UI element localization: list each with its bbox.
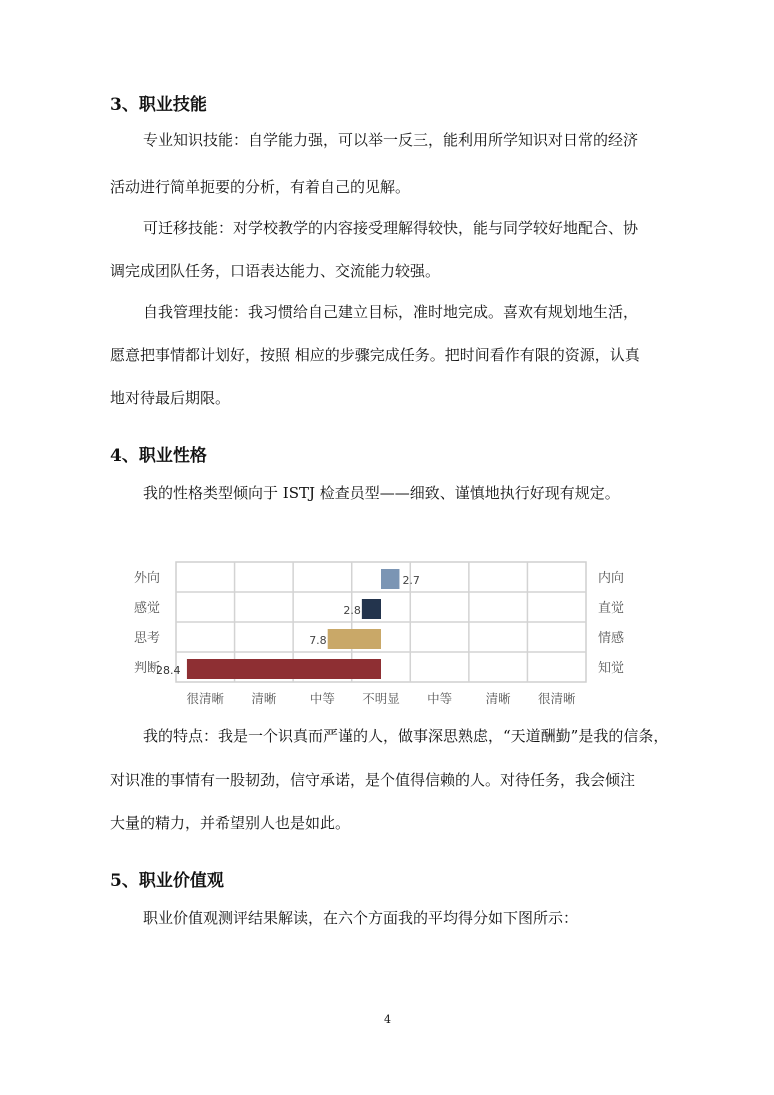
bar-value-label: 7.8	[309, 634, 327, 647]
bar	[362, 599, 381, 619]
paragraph-line: 调完成团队任务，口语表达能力、交流能力较强。	[110, 262, 441, 280]
section-heading-values: 5、职业价值观	[110, 871, 224, 891]
category-label-left: 判断	[134, 661, 161, 676]
x-tick-label: 很清晰	[186, 691, 225, 706]
paragraph-line: 大量的精力，并希望别人也是如此。	[110, 814, 351, 832]
page-number: 4	[384, 1013, 391, 1026]
category-label-right: 内向	[598, 571, 625, 586]
bar-value-label: 28.4	[156, 664, 181, 677]
paragraph-line: 对识准的事情有一股韧劲，信守承诺，是个值得信赖的人。对待任务，我会倾注	[110, 771, 636, 789]
paragraph-line: 活动进行简单扼要的分析，有着自己的见解。	[110, 178, 411, 196]
paragraph-line: 地对待最后期限。	[110, 389, 231, 407]
section-heading-skills: 3、职业技能	[110, 95, 207, 115]
bar	[328, 629, 381, 649]
paragraph-line: 职业价值观测评结果解读，在六个方面我的平均得分如下图所示：	[143, 909, 579, 927]
paragraph-line: 专业知识技能：自学能力强，可以举一反三，能利用所学知识对日常的经济	[143, 131, 639, 149]
x-tick-label: 不明显	[362, 691, 400, 706]
x-tick-label: 清晰	[485, 691, 511, 706]
paragraph-line: 自我管理技能：我习惯给自己建立目标，准时地完成。喜欢有规划地生活，	[143, 303, 639, 321]
bar	[187, 659, 381, 679]
x-tick-label: 很清晰	[537, 691, 576, 706]
category-label-right: 情感	[598, 631, 625, 646]
mbti-bar-chart	[120, 550, 650, 715]
x-tick-label: 中等	[309, 691, 335, 706]
category-label-right: 直觉	[598, 601, 625, 616]
bar	[381, 569, 399, 589]
bar-value-label: 2.7	[402, 574, 420, 587]
section-heading-personality: 4、职业性格	[110, 446, 207, 466]
category-label-left: 思考	[134, 631, 161, 646]
category-label-left: 感觉	[134, 601, 161, 616]
category-label-left: 外向	[134, 571, 161, 586]
x-tick-label: 清晰	[251, 691, 277, 706]
x-tick-label: 中等	[427, 691, 453, 706]
paragraph-line: 愿意把事情都计划好，按照 相应的步骤完成任务。把时间看作有限的资源，认真	[110, 346, 640, 364]
paragraph-line: 我的特点：我是一个识真而严谨的人，做事深思熟虑，“天道酬勤”是我的信条，	[143, 727, 669, 745]
bar-value-label: 2.8	[343, 604, 361, 617]
paragraph-line: 可迁移技能：对学校教学的内容接受理解得较快，能与同学较好地配合、协	[143, 219, 639, 237]
category-label-right: 知觉	[598, 661, 625, 676]
paragraph-line: 我的性格类型倾向于 ISTJ 检查员型——细致、谨慎地执行好现有规定。	[143, 484, 620, 502]
